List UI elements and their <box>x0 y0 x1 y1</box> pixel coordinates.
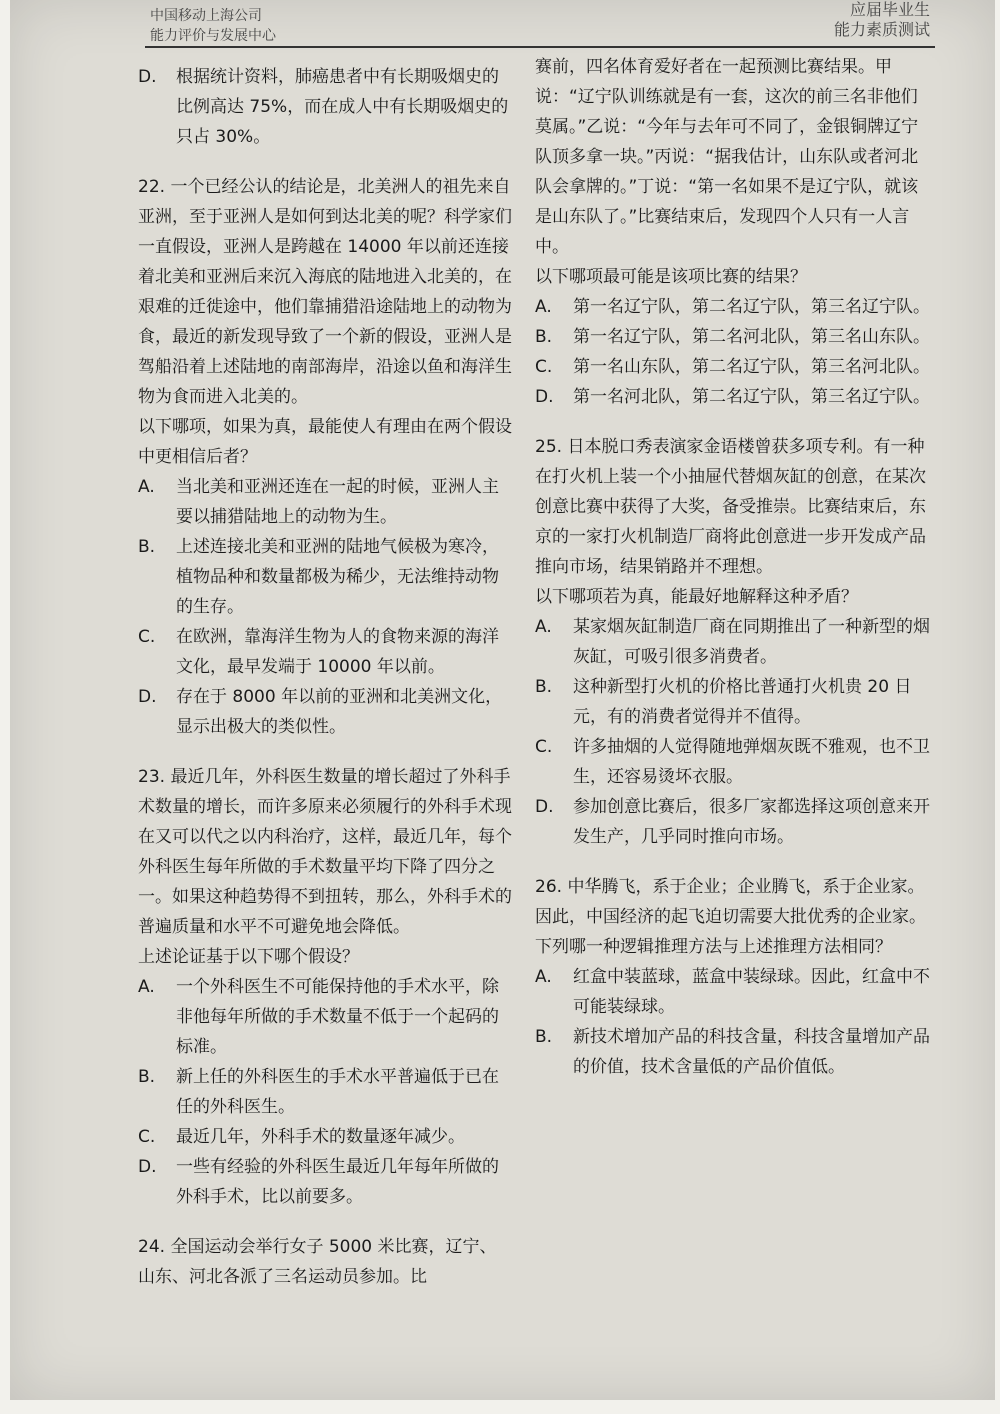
header-divider <box>145 46 935 48</box>
option-c <box>138 622 513 682</box>
option-label: C. <box>535 737 553 757</box>
option-d <box>138 1152 513 1212</box>
question-stem: 22. 一个已经公认的结论是，北美洲人的祖先来自亚洲，至于亚洲人是如何到达北美的呢？科学家们一直假设，亚洲人是跨越在 14000 年以前还连接着北美和亚洲后来沉入海底的陆地进入北美的，在艰难的迁徙途中，他们靠捕猎沿途陆地上的动物为食，最近的新发现导致了一个新的假设，亚洲人是驾船沿着上述陆地的南部海岸，沿途以鱼和海洋生物为食而进入北美的。 <box>138 177 512 407</box>
option-text: 一些有经验的外科医生最近几年每年所做的外科手术，比以前要多。 <box>176 1157 499 1207</box>
exam-page <box>10 0 995 1400</box>
option-c <box>138 1122 513 1152</box>
option-text: 红盒中装蓝球，蓝盒中装绿球。因此，红盒中不可能装绿球。 <box>573 967 930 1017</box>
option-label: B. <box>138 1067 156 1087</box>
option-a <box>535 612 930 672</box>
option-label: A. <box>535 967 552 987</box>
option-text: 当北美和亚洲还连在一起的时候，亚洲人主要以捕猎陆地上的动物为生。 <box>176 477 499 527</box>
option-text: 第一名辽宁队，第二名河北队，第三名山东队。 <box>573 327 930 347</box>
option-b <box>138 1062 513 1122</box>
option-text: 新技术增加产品的科技含量，科技含量增加产品的价值，技术含量低的产品价值低。 <box>573 1027 930 1077</box>
option-d <box>535 792 930 852</box>
option-label: D. <box>138 687 157 707</box>
center-name: 能力评价与发展中心 <box>150 28 276 44</box>
option-a <box>535 962 930 1022</box>
header-left <box>150 6 276 46</box>
option-text: 许多抽烟的人觉得随地弹烟灰既不雅观，也不卫生，还容易烫坏衣服。 <box>573 737 930 787</box>
question-22 <box>138 172 513 742</box>
question-ask: 下列哪一种逻辑推理方法与上述推理方法相同？ <box>535 937 892 957</box>
option-label: C. <box>138 1127 156 1147</box>
option-text: 新上任的外科医生的手术水平普遍低于已在任的外科医生。 <box>176 1067 499 1117</box>
option-a <box>138 972 513 1062</box>
option-label: C. <box>138 627 156 647</box>
option-b <box>535 322 930 352</box>
option-label: A. <box>138 477 155 497</box>
question-ask: 以下哪项，如果为真，最能使人有理由在两个假设中更相信后者？ <box>138 417 512 467</box>
option-label: A. <box>535 297 552 317</box>
question-24-start <box>138 1232 513 1292</box>
option-text: 上述连接北美和亚洲的陆地气候极为寒冷，植物品种和数量都极为稀少，无法维持动物的生存。 <box>176 537 499 617</box>
option-d <box>138 62 513 152</box>
option-a <box>535 292 930 322</box>
header-right <box>834 0 930 40</box>
option-label: A. <box>138 977 155 997</box>
option-text: 第一名辽宁队，第二名辽宁队，第三名辽宁队。 <box>573 297 930 317</box>
option-text: 最近几年，外科手术的数量逐年减少。 <box>176 1127 465 1147</box>
option-text: 这种新型打火机的价格比普通打火机贵 20 日元，有的消费者觉得并不值得。 <box>573 677 912 727</box>
question-stem: 25. 日本脱口秀表演家金语楼曾获多项专利。有一种在打火机上装一个小抽屉代替烟灰缸的创意，在某次创意比赛中获得了大奖，备受推崇。比赛结束后，东京的一家打火机制造厂商将此创意进一步开发成产品推向市场，结果销路并不理想。 <box>535 437 926 577</box>
option-label: A. <box>535 617 552 637</box>
left-column <box>138 62 513 1312</box>
option-c <box>535 732 930 792</box>
audience-label: 应届毕业生 <box>849 0 930 19</box>
option-text: 第一名河北队，第二名辽宁队，第三名辽宁队。 <box>573 387 930 407</box>
option-a <box>138 472 513 532</box>
question-stem: 23. 最近几年，外科医生数量的增长超过了外科手术数量的增长，而许多原来必须履行的外科手术现在又可以代之以内科治疗，这样，最近几年，每个外科医生每年所做的手术数量平均下降了四分之一。如果这种趋势得不到扭转，那么，外科手术的普遍质量和水平不可避免地会降低。 <box>138 767 512 937</box>
option-text: 在欧洲，靠海洋生物为人的食物来源的海洋文化，最早发端于 10000 年以前。 <box>176 627 499 677</box>
option-label: B. <box>138 537 156 557</box>
option-label: D. <box>138 1157 157 1177</box>
question-25 <box>535 432 930 852</box>
option-text: 根据统计资料，肺癌患者中有长期吸烟史的比例高达 75%，而在成人中有长期吸烟史的只占 30%。 <box>176 67 509 147</box>
question-stem: 26. 中华腾飞，系于企业；企业腾飞，系于企业家。因此，中国经济的起飞迫切需要大批优秀的企业家。 <box>535 877 926 927</box>
option-d <box>535 382 930 412</box>
option-text: 第一名山东队，第二名辽宁队，第三名河北队。 <box>573 357 930 377</box>
test-name: 能力素质测试 <box>833 20 930 39</box>
option-text: 某家烟灰缸制造厂商在同期推出了一种新型的烟灰缸，可吸引很多消费者。 <box>573 617 930 667</box>
question-21-tail <box>138 62 513 152</box>
option-d <box>138 682 513 742</box>
question-ask: 上述论证基于以下哪个假设？ <box>138 947 359 967</box>
option-label: D. <box>535 387 554 407</box>
question-stem: 24. 全国运动会举行女子 5000 米比赛，辽宁、山东、河北各派了三名运动员参加。比 <box>138 1237 497 1287</box>
option-b <box>535 672 930 732</box>
question-26 <box>535 872 930 1082</box>
question-stem: 赛前，四名体育爱好者在一起预测比赛结果。甲说：“辽宁队训练就是有一套，这次的前三名非他们莫属。”乙说：“今年与去年可不同了，金银铜牌辽宁队顶多拿一块。”丙说：“据我估计，山东队或者河北队会拿牌的。”丁说：“第一名如果不是辽宁队，就该是山东队了。”比赛结束后，发现四个人只有一人言中。 <box>535 57 919 257</box>
option-label: C. <box>535 357 553 377</box>
right-column <box>535 52 930 1102</box>
option-b <box>138 532 513 622</box>
question-ask: 以下哪项最可能是该项比赛的结果？ <box>535 267 807 287</box>
option-label: B. <box>535 677 553 697</box>
company-name: 中国移动上海公司 <box>150 8 262 24</box>
option-b <box>535 1022 930 1082</box>
option-text: 一个外科医生不可能保持他的手术水平，除非他每年所做的手术数量不低于一个起码的标准。 <box>176 977 499 1057</box>
option-label: D. <box>138 67 157 87</box>
option-label: D. <box>535 797 554 817</box>
option-label: B. <box>535 1027 553 1047</box>
option-text: 参加创意比赛后，很多厂家都选择这项创意来开发生产，几乎同时推向市场。 <box>573 797 930 847</box>
option-c <box>535 352 930 382</box>
question-24-cont <box>535 52 930 412</box>
question-ask: 以下哪项若为真，能最好地解释这种矛盾？ <box>535 587 858 607</box>
question-23 <box>138 762 513 1212</box>
option-text: 存在于 8000 年以前的亚洲和北美洲文化，显示出极大的类似性。 <box>176 687 503 737</box>
option-label: B. <box>535 327 553 347</box>
